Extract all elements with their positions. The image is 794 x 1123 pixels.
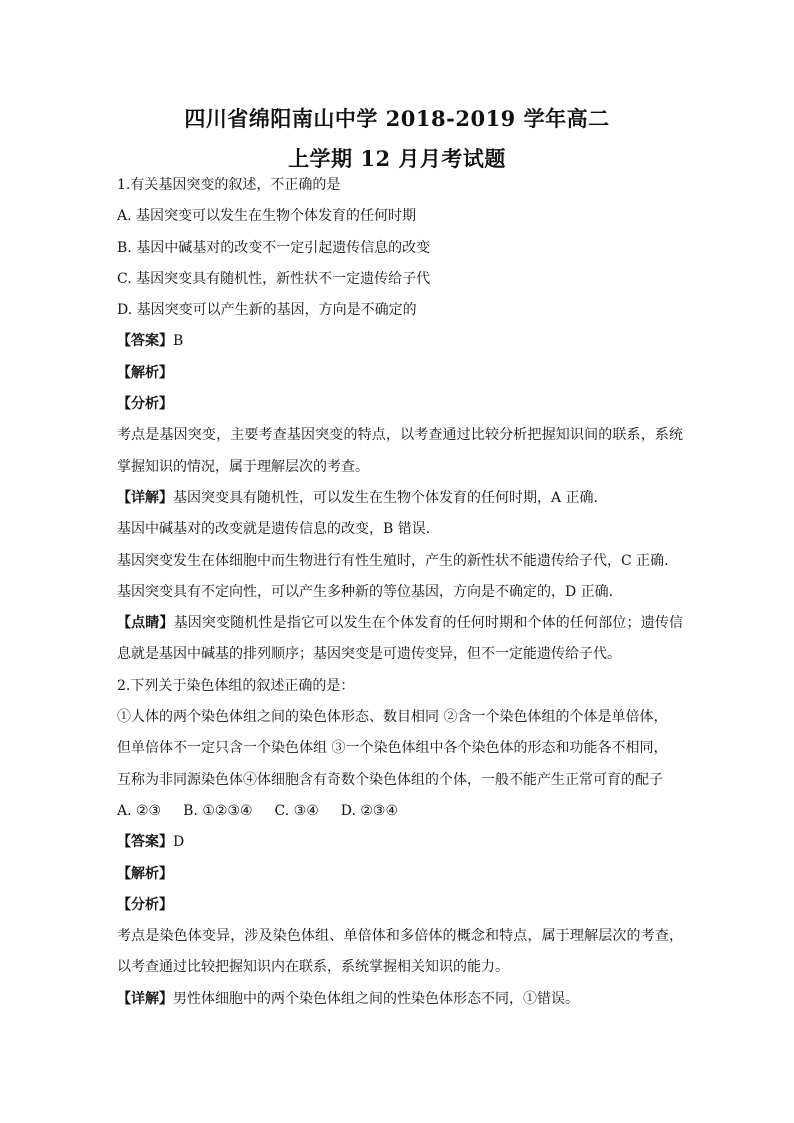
q1-detail-line-1 [117, 483, 683, 514]
q2-option-c: C. ③④ [274, 802, 319, 819]
q1-answer [117, 326, 683, 357]
q1-option-a: A. 基因突变可以发生在生物个体发育的任何时期 [117, 208, 417, 225]
q2-analysis-tag: 【解析】 [117, 865, 173, 882]
q2-answer-tag: 【答案】 [117, 834, 173, 851]
document-body [117, 170, 683, 1015]
q2-option-a: A. ②③ [117, 802, 162, 819]
q2-detail-tag: 【详解】 [117, 990, 173, 1007]
q1-fenxi-line-2: 掌握知识的情况，属于理解层次的考查。 [117, 458, 369, 475]
q2-detail-text: 男性体细胞中的两个染色体组之间的性染色体形态不同，①错误。 [173, 990, 579, 1007]
q1-fenxi-line-1: 考点是基因突变，主要考查基因突变的特点，以考查通过比较分析把握知识间的联系，系统 [117, 427, 683, 444]
q1-comment-text-1: 基因突变随机性是指它可以发生在个体发育的任何时期和个体的任何部位；遗传信 [173, 615, 683, 632]
q1-analysis-tag: 【解析】 [117, 364, 173, 381]
q1-fenxi-tag: 【分析】 [117, 396, 173, 413]
q2-fenxi-line-1: 考点是染色体变异，涉及染色体组、单倍体和多倍体的概念和特点，属于理解层次的考查， [117, 928, 683, 945]
q1-detail-line-3: 基因突变发生在体细胞中而生物进行有性生殖时，产生的新性状不能遗传给子代，C 正确. [117, 552, 669, 569]
q2-stem-line-2: 但单倍体不一定只含一个染色体组 ③一个染色体组中各个染色体的形态和功能各不相同， [117, 740, 668, 757]
q2-options [117, 796, 683, 827]
q1-option-b: B. 基因中碱基对的改变不一定引起遗传信息的改变 [117, 239, 431, 256]
q1-option-d: D. 基因突变可以产生新的基因，方向是不确定的 [117, 302, 417, 319]
q2-option-b: B. ①②③④ [183, 802, 253, 819]
q2-detail-line-1 [117, 984, 683, 1015]
q2-answer [117, 827, 683, 858]
document-title-line-1: 四川省绵阳南山中学 2018-2019 学年高二 [184, 106, 610, 131]
q2-answer-value: D [173, 834, 185, 851]
q2-stem: 2.下列关于染色体组的叙述正确的是： [117, 677, 355, 694]
q2-option-d: D. ②③④ [340, 802, 399, 819]
q1-answer-tag: 【答案】 [117, 333, 173, 350]
q1-detail-tag: 【详解】 [117, 489, 173, 506]
q1-comment-tag: 【点睛】 [117, 615, 174, 632]
q2-stem-line-1: ①人体的两个染色体组之间的染色体形态、数目相同 ②含一个染色体组的个体是单倍体， [117, 709, 668, 726]
document-title-line-2: 上学期 12 月月考试题 [288, 146, 506, 171]
q2-fenxi-line-2: 以考查通过比较把握知识内在联系，系统掌握相关知识的能力。 [117, 959, 509, 976]
q1-comment-line-2: 息就是基因中碱基的排列顺序；基因突变是可遗传变异，但不一定能遗传给子代。 [117, 646, 621, 663]
q1-stem: 1.有关基因突变的叙述，不正确的是 [117, 177, 341, 193]
q1-detail-line-4: 基因突变具有不定向性，可以产生多种新的等位基因，方向是不确定的，D 正确. [117, 583, 614, 600]
q1-detail-text-1: 基因突变具有随机性，可以发生在生物个体发育的任何时期，A 正确. [173, 489, 599, 506]
q2-fenxi-tag: 【分析】 [117, 896, 173, 913]
q1-answer-value: B [173, 333, 184, 350]
q1-option-c: C. 基因突变具有随机性，新性状不一定遗传给子代 [117, 270, 431, 287]
q1-comment-line-1 [117, 608, 683, 639]
q2-stem-line-3: 互称为非同源染色体④体细胞含有奇数个染色体组的个体，一般不能产生正常可育的配子 [117, 771, 663, 788]
q1-detail-line-2: 基因中碱基对的改变就是遗传信息的改变，B 错误. [117, 521, 431, 538]
